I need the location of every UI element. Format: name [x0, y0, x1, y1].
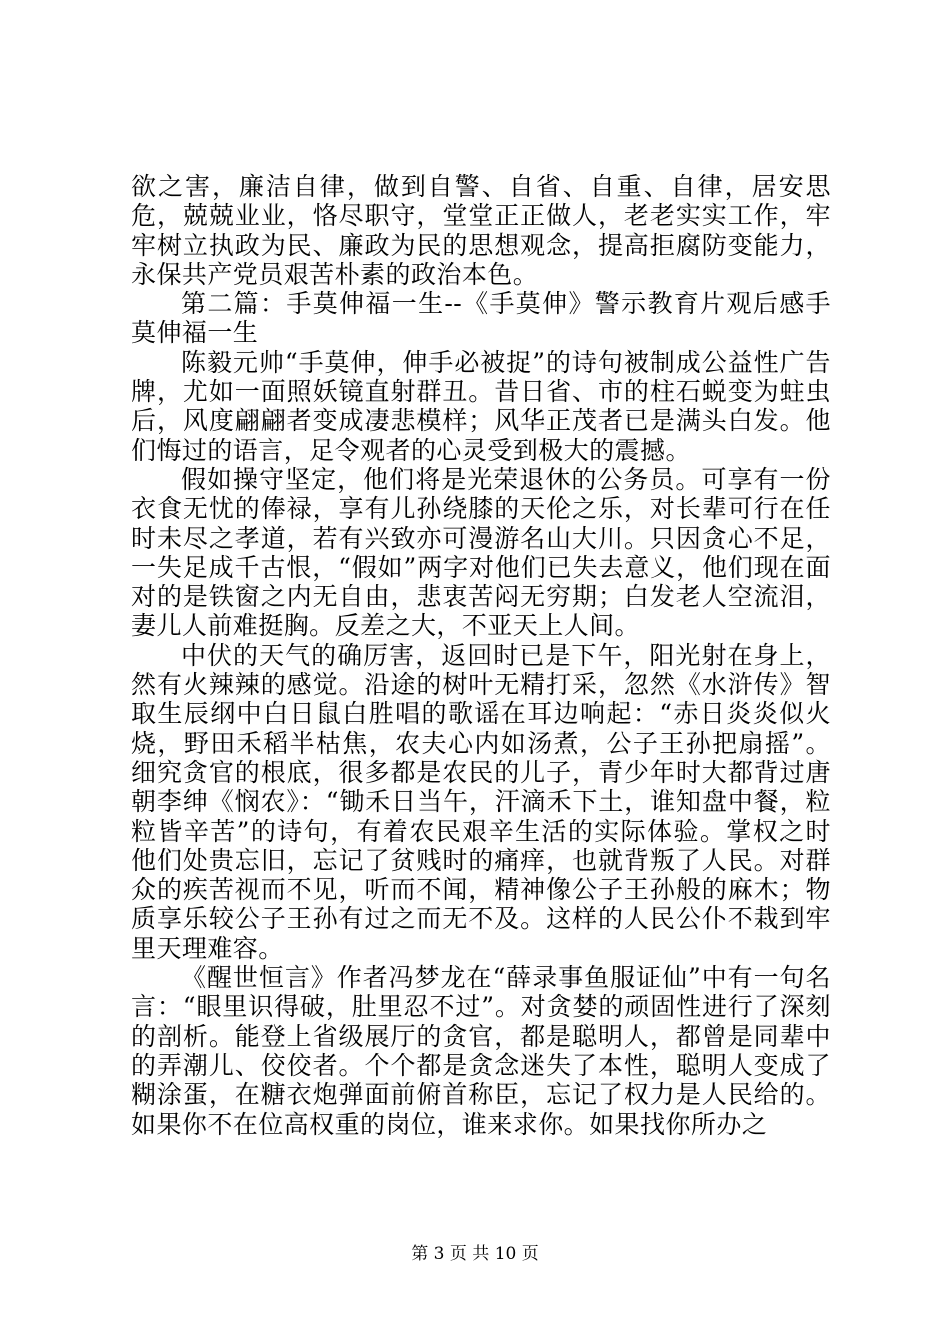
paragraph-5: 中伏的天气的确厉害，返回时已是下午，阳光射在身上，然有火辣辣的感觉。沿途的树叶无精打采，忽然《水浒传》智取生辰纲中白日鼠白胜唱的歌谣在耳边响起：“赤日炎炎似火烧，野田禾稻半枯焦，农夫心内如汤煮，公子王孙把扇摇”。细究贪官的根底，很多都是农民的儿子，青少年时大都背过唐朝李绅《悯农》：“锄禾日当午，汗滴禾下土，谁知盘中餐，粒粒皆辛苦”的诗句，有着农民艰辛生活的实际体验。掌权之时他们处贵忘旧，忘记了贫贱时的痛痒，也就背叛了人民。对群众的疾苦视而不见，听而不闻，精神像公子王孙般的麻木；物质享乐较公子王孙有过之而无不及。这样的人民公仆不栽到牢里天理难容。: [131, 640, 831, 963]
paragraph-1: 欲之害，廉洁自律，做到自警、自省、自重、自律，居安思危，兢兢业业，恪尽职守，堂堂正正做人，老老实实工作，牢牢树立执政为民、廉政为民的思想观念，提高拒腐防变能力，永保共产党员艰苦朴素的政治本色。: [131, 172, 831, 289]
paragraph-2-heading: 第二篇：手莫伸福一生--《手莫伸》警示教育片观后感手莫伸福一生: [131, 289, 831, 348]
document-body: [131, 172, 831, 1139]
paragraph-4: 假如操守坚定，他们将是光荣退休的公务员。可享有一份衣食无忧的俸禄，享有儿孙绕膝的天伦之乐，对长辈可行在任时未尽之孝道，若有兴致亦可漫游名山大川。只因贪心不足，一失足成千古恨，“假如”两字对他们已失去意义，他们现在面对的是铁窗之内无自由，悲衷苦闷无穷期；白发老人空流泪，妻儿人前难挺胸。反差之大，不亚天上人间。: [131, 464, 831, 641]
paragraph-3: 陈毅元帅“手莫伸，伸手必被捉”的诗句被制成公益性广告牌，尤如一面照妖镜直射群丑。昔日省、市的柱石蜕变为蛀虫后，风度翩翩者变成凄悲模样；风华正茂者已是满头白发。他们悔过的语言，足令观者的心灵受到极大的震撼。: [131, 347, 831, 465]
page-footer: 第 3 页 共 10 页: [411, 1244, 539, 1264]
paragraph-6: 《醒世恒言》作者冯梦龙在“薛录事鱼服证仙”中有一句名言：“眼里识得破，肚里忍不过”。对贪婪的顽固性进行了深刻的剖析。能登上省级展厅的贪官，都是聪明人，都曾是同辈中的弄潮儿、佼佼者。个个都是贪念迷失了本性，聪明人变成了糊涂蛋，在糖衣炮弹面前俯首称臣，忘记了权力是人民给的。如果你不在位高权重的岗位，谁来求你。如果找你所办之: [131, 963, 831, 1139]
